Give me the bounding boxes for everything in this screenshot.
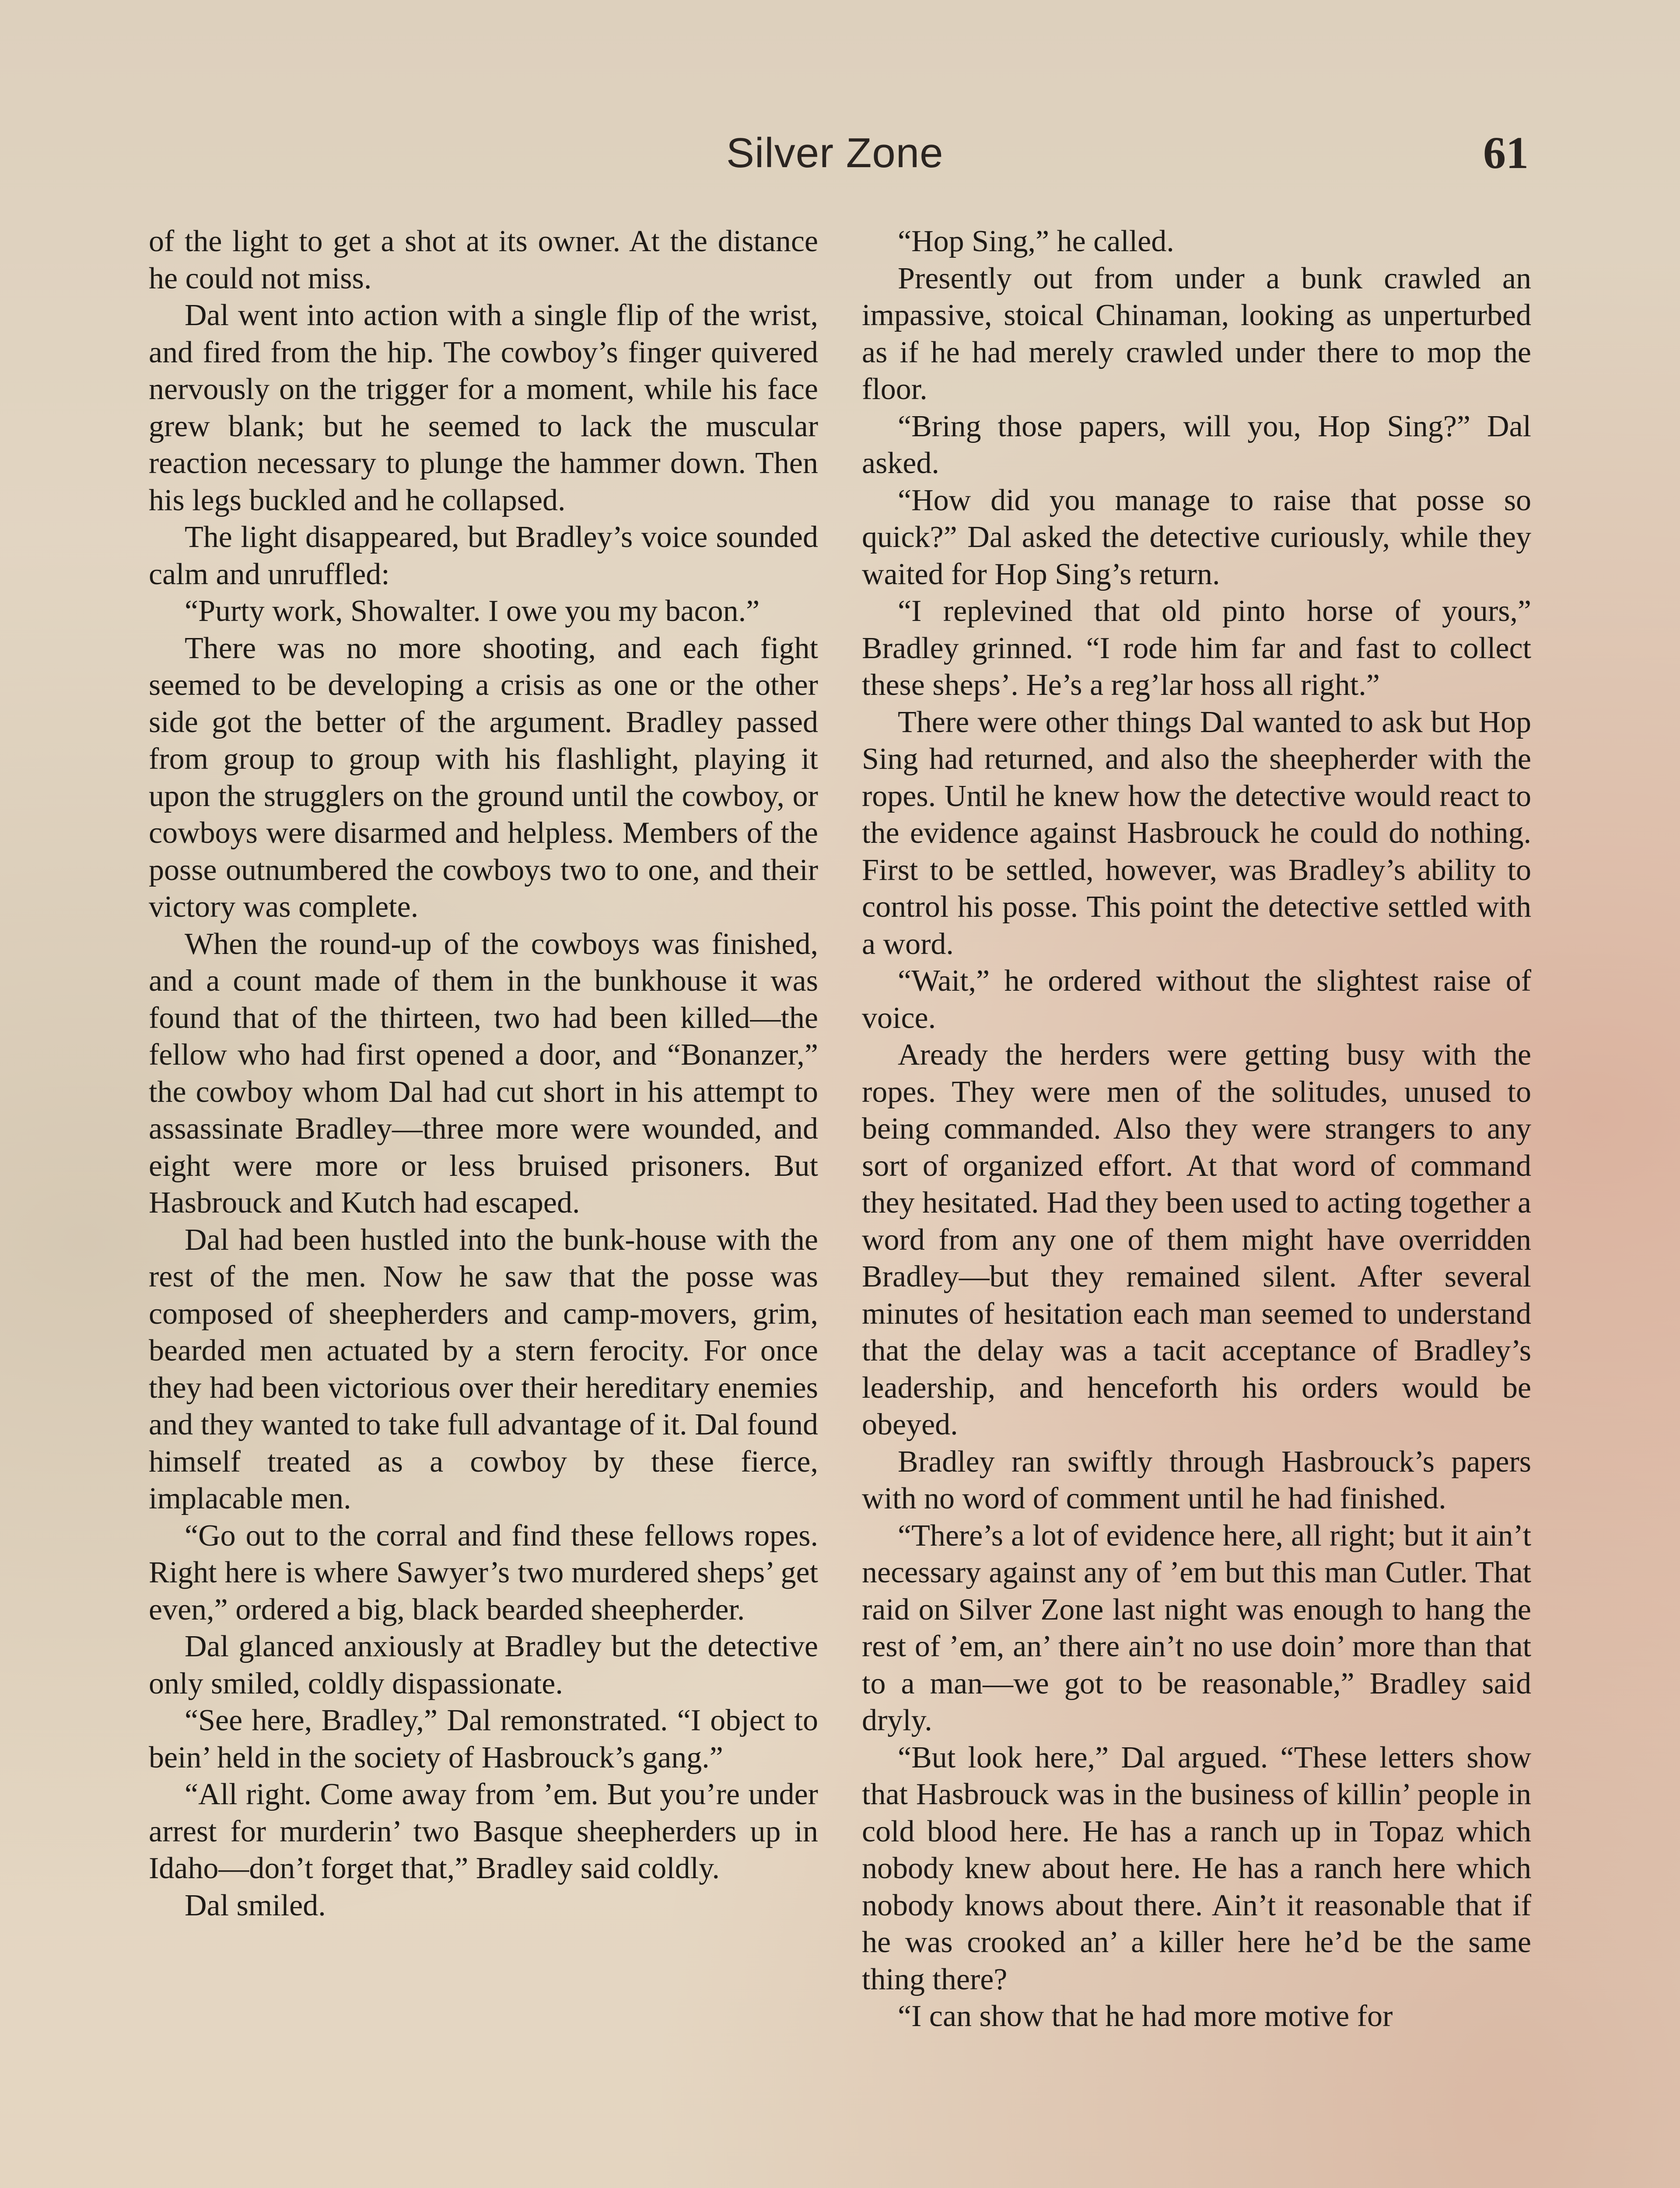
left-column [149, 223, 818, 1924]
paragraph: The light disappeared, but Bradley’s voice sounded calm and unruffled: [149, 520, 818, 591]
page-number: 61 [1483, 128, 1529, 178]
paragraph: “Hop Sing,” he called. [898, 224, 1174, 258]
paragraph: Dal glanced anxiously at Bradley but the detective only smiled, coldly dispassionate. [149, 1630, 818, 1701]
paragraph: Dal smiled. [185, 1888, 326, 1922]
paragraph: Dal had been hustled into the bunk-house with the rest of the men. Now he saw that the posse was composed of sheepherders and camp-movers, grim, bearded men actuated by a stern ferocity. For once they had been victorious over their hereditary enemies and they wanted to take full advantage of it. Dal found himself treated as a cowboy by these fierce, implacable men. [149, 1223, 818, 1515]
paragraph: “I replevined that old pinto horse of yours,” Bradley grinned. “I rode him far and fast to collect these sheps’. He’s a reg’lar hoss all right.” [862, 594, 1531, 702]
paragraph: Aready the herders were getting busy with the ropes. They were men of the solitudes, unused to being commanded. Also they were strangers to any sort of organized effort. At that word of command they hesitated. Had they been used to acting together a word from any one of them might have overridden Bradley—but they remained silent. After several minutes of hesitation each man seemed to understand that the delay was a tacit acceptance of Bradley’s leadership, and henceforth his orders would be obeyed. [862, 1038, 1531, 1441]
paragraph: “I can show that he had more motive for [898, 1999, 1393, 2033]
paragraph: Bradley ran swiftly through Hasbrouck’s papers with no word of comment until he had finished. [862, 1445, 1531, 1515]
paragraph: “Wait,” he ordered without the slightest raise of voice. [862, 964, 1531, 1035]
paragraph: There was no more shooting, and each fight seemed to be developing a crisis as one or the other side got the better of the argument. Bradley passed from group to group with his flashlight, playing it upon the strugglers on the ground until the cowboy, or cowboys were disarmed and helpless. Members of the posse outnumbered the cowboys two to one, and their victory was complete. [149, 631, 818, 924]
paragraph: “See here, Bradley,” Dal remonstrated. “I object to bein’ held in the society of Hasbrouck’s gang.” [149, 1704, 818, 1774]
paragraph: Presently out from under a bunk crawled an impassive, stoical Chinaman, looking as unperturbed as if he had merely crawled under there to mop the floor. [862, 261, 1531, 406]
paragraph: “How did you manage to raise that posse so quick?” Dal asked the detective curiously, while they waited for Hop Sing’s return. [862, 483, 1531, 591]
paragraph: of the light to get a shot at its owner. At the distance he could not miss. [149, 224, 818, 295]
running-head [0, 127, 1680, 188]
paragraph: “All right. Come away from ’em. But you’re under arrest for murderin’ two Basque sheepherders up in Idaho—don’t forget that,” Bradley said coldly. [149, 1778, 818, 1885]
right-column [862, 223, 1531, 2035]
running-title: Silver Zone [726, 130, 944, 176]
paragraph: Dal went into action with a single flip of the wrist, and fired from the hip. The cowboy’s finger quivered nervously on the trigger for a moment, while his face grew blank; but he seemed to lack the muscular reaction necessary to plunge the hammer down. Then his legs buckled and he collapsed. [149, 298, 818, 517]
paragraph: “Bring those papers, will you, Hop Sing?” Dal asked. [862, 409, 1531, 480]
paragraph: “There’s a lot of evidence here, all right; but it ain’t necessary against any of ’em but this man Cutler. That raid on Silver Zone last night was enough to hang the rest of ’em, an’ there ain’t no use doin’ more than that to a man—we got to be reasonable,” Bradley said dryly. [862, 1518, 1531, 1737]
paragraph: When the round-up of the cowboys was finished, and a count made of them in the bunkhouse it was found that of the thirteen, two had been killed—the fellow who had first opened a door, and “Bonanzer,” the cowboy whom Dal had cut short in his attempt to assassinate Bradley—three more were wounded, and eight were more or less bruised prisoners. But Hasbrouck and Kutch had escaped. [149, 927, 818, 1220]
paragraph: “Go out to the corral and find these fellows ropes. Right here is where Sawyer’s two murdered sheps’ get even,” ordered a big, black bearded sheepherder. [149, 1518, 818, 1627]
paragraph: “But look here,” Dal argued. “These letters show that Hasbrouck was in the business of killin’ people in cold blood here. He has a ranch up in Topaz which nobody knew about here. He has a ranch here which nobody knows about there. Ain’t it reasonable that if he was crooked an’ a killer here he’d be the same thing there? [862, 1740, 1531, 1996]
paragraph: “Purty work, Showalter. I owe you my bacon.” [185, 594, 760, 628]
paragraph: There were other things Dal wanted to ask but Hop Sing had returned, and also the sheepherder with the ropes. Until he knew how the detective would react to the evidence against Hasbrouck he could do nothing. First to be settled, however, was Bradley’s ability to control his posse. This point the detective settled with a word. [862, 705, 1531, 961]
